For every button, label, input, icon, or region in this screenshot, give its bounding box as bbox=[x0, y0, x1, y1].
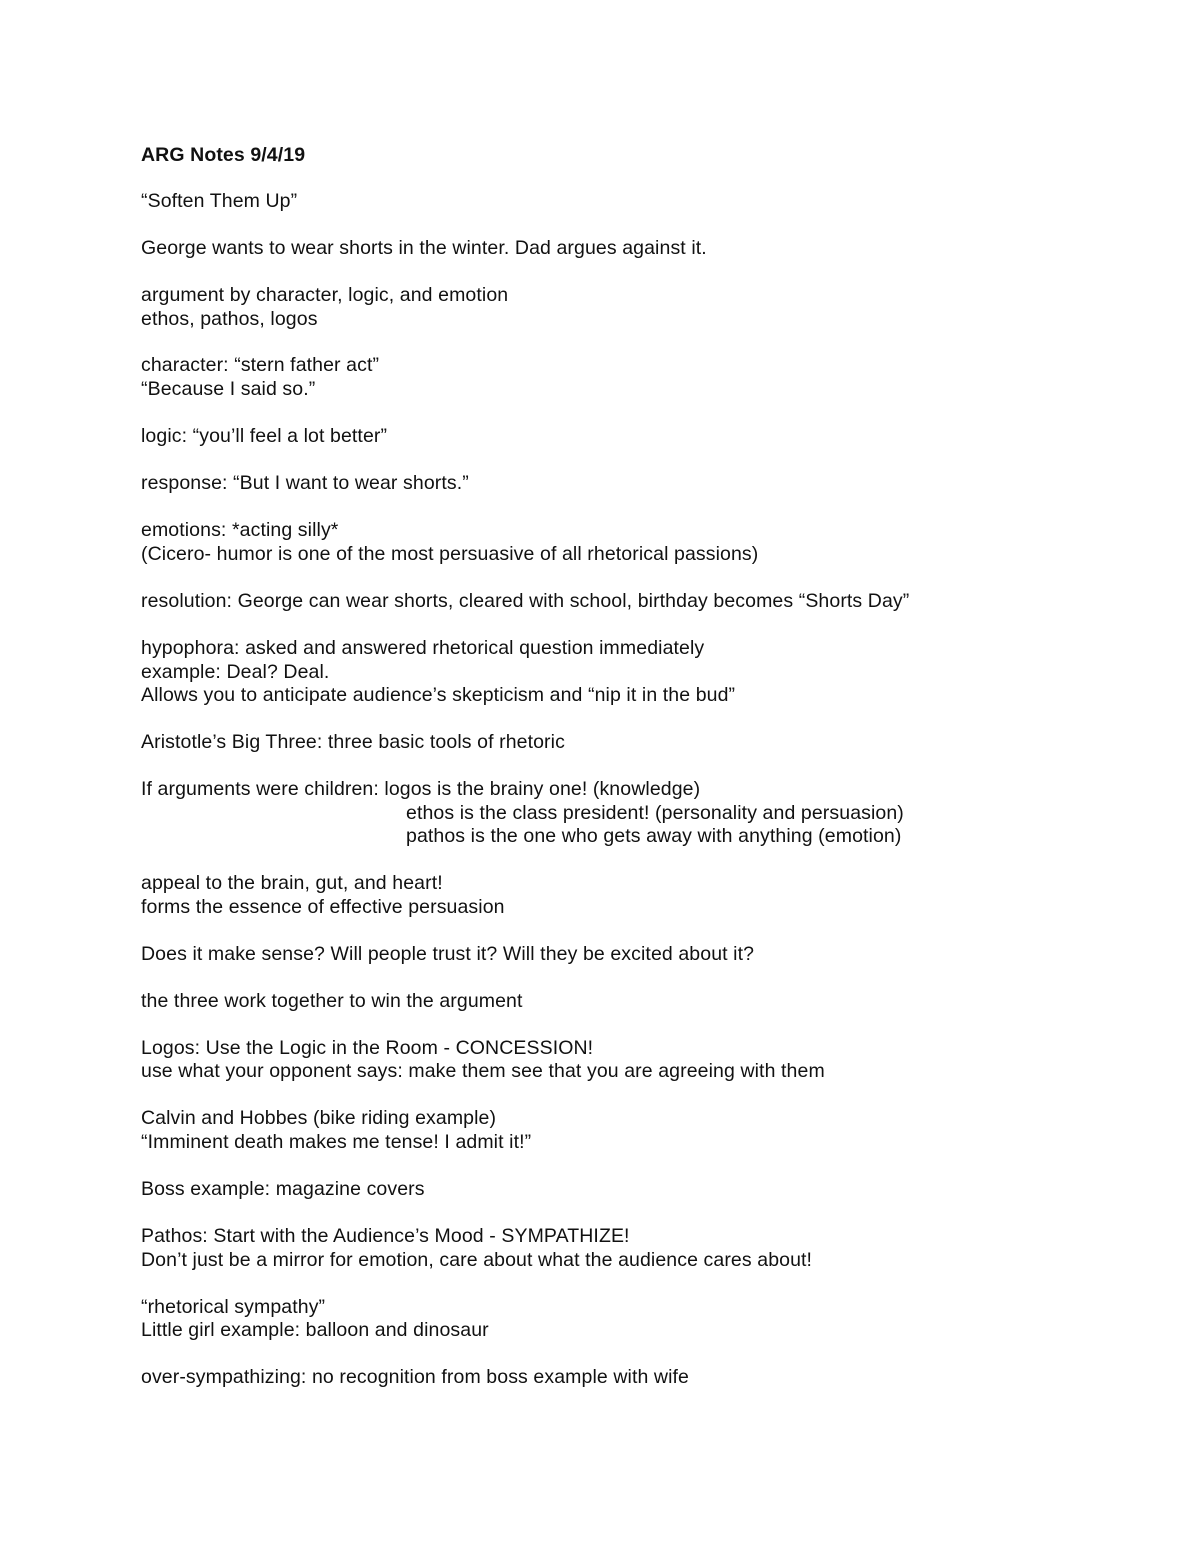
emotions-line-1: emotions: *acting silly* bbox=[141, 519, 339, 541]
calvin-line-2: “Imminent death makes me tense! I admit it!” bbox=[141, 1131, 532, 1153]
pathos-line-1: Pathos: Start with the Audience’s Mood - SYMPATHIZE! bbox=[141, 1225, 630, 1247]
character-line-1: character: “stern father act” bbox=[141, 354, 380, 376]
hypophora-line-1: hypophora: asked and answered rhetorical question immediately bbox=[141, 637, 705, 659]
logic-line: logic: “you’ll feel a lot better” bbox=[141, 425, 388, 447]
paragraph-george: George wants to wear shorts in the winter. Dad argues against it. bbox=[141, 237, 707, 259]
argument-line-1: argument by character, logic, and emotion bbox=[141, 284, 509, 306]
boss-line: Boss example: magazine covers bbox=[141, 1178, 425, 1200]
document-title: ARG Notes 9/4/19 bbox=[141, 144, 306, 166]
emotions-line-2: (Cicero- humor is one of the most persuasive of all rhetorical passions) bbox=[141, 543, 759, 565]
pathos-line-2: Don’t just be a mirror for emotion, care about what the audience cares about! bbox=[141, 1249, 813, 1271]
children-line-ethos: ethos is the class president! (personality and persuasion) bbox=[406, 802, 904, 824]
over-sympathizing-line: over-sympathizing: no recognition from boss example with wife bbox=[141, 1366, 690, 1388]
response-line: response: “But I want to wear shorts.” bbox=[141, 472, 469, 494]
resolution-line: resolution: George can wear shorts, cleared with school, birthday becomes “Shorts Day” bbox=[141, 590, 910, 612]
children-line-pathos: pathos is the one who gets away with anything (emotion) bbox=[406, 825, 902, 847]
hypophora-line-2: example: Deal? Deal. bbox=[141, 661, 330, 683]
logos-line-2: use what your opponent says: make them see that you are agreeing with them bbox=[141, 1060, 825, 1082]
appeal-line-2: forms the essence of effective persuasion bbox=[141, 896, 505, 918]
subtitle: “Soften Them Up” bbox=[141, 190, 298, 212]
appeal-line-1: appeal to the brain, gut, and heart! bbox=[141, 872, 443, 894]
questions-line: Does it make sense? Will people trust it? Will they be excited about it? bbox=[141, 943, 755, 965]
calvin-line-1: Calvin and Hobbes (bike riding example) bbox=[141, 1107, 497, 1129]
together-line: the three work together to win the argument bbox=[141, 990, 523, 1012]
children-line-logos: If arguments were children: logos is the brainy one! (knowledge) bbox=[141, 778, 701, 800]
character-line-2: “Because I said so.” bbox=[141, 378, 316, 400]
hypophora-line-3: Allows you to anticipate audience’s skepticism and “nip it in the bud” bbox=[141, 684, 736, 706]
argument-line-2: ethos, pathos, logos bbox=[141, 308, 318, 330]
sympathy-line-2: Little girl example: balloon and dinosaur bbox=[141, 1319, 489, 1341]
aristotle-line: Aristotle’s Big Three: three basic tools of rhetoric bbox=[141, 731, 565, 753]
logos-line-1: Logos: Use the Logic in the Room - CONCESSION! bbox=[141, 1037, 594, 1059]
sympathy-line-1: “rhetorical sympathy” bbox=[141, 1296, 326, 1318]
